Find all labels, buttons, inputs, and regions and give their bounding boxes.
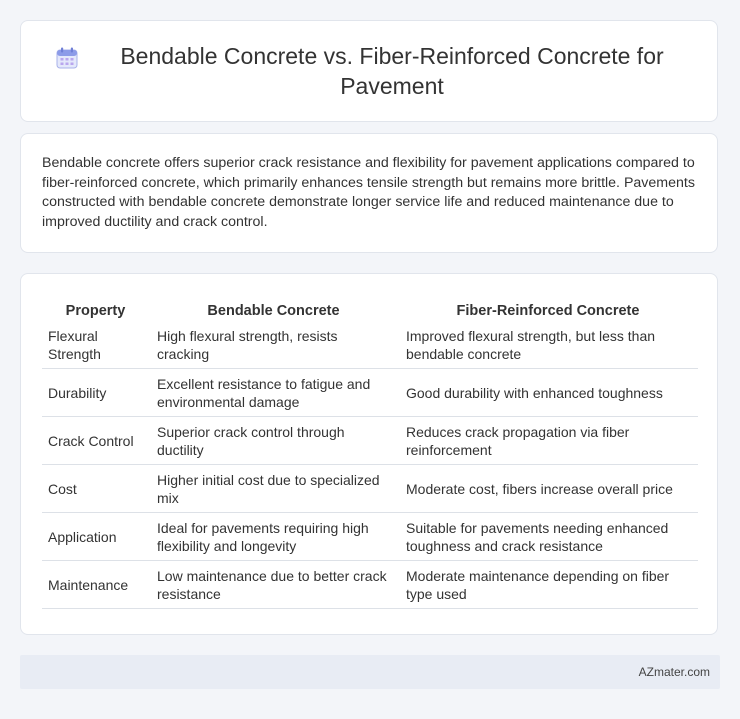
table-row <box>42 561 698 609</box>
table-row <box>42 417 698 465</box>
calendar-icon <box>56 47 78 69</box>
comparison-table <box>42 294 698 609</box>
row-fiber: Good durability with enhanced toughness <box>398 369 698 417</box>
row-property: Application <box>42 513 149 561</box>
table-row <box>42 465 698 513</box>
table-row <box>42 321 698 369</box>
table-header-row <box>42 294 698 321</box>
row-property: Flexural Strength <box>42 321 149 369</box>
footer-brand[interactable]: AZmater.com <box>638 665 710 679</box>
footer-bar <box>20 655 720 689</box>
row-fiber: Moderate cost, fibers increase overall price <box>398 465 698 513</box>
title-wrap <box>49 41 689 101</box>
row-fiber: Reduces crack propagation via fiber reinforcement <box>398 417 698 465</box>
row-property: Crack Control <box>42 417 149 465</box>
title-card <box>20 20 718 122</box>
table-row <box>42 369 698 417</box>
row-bendable: High flexural strength, resists cracking <box>149 321 398 369</box>
table-row <box>42 513 698 561</box>
row-fiber: Moderate maintenance depending on fiber type used <box>398 561 698 609</box>
header-property: Property <box>65 303 126 319</box>
header-fiber: Fiber-Reinforced Concrete <box>456 303 640 319</box>
row-property: Maintenance <box>42 561 149 609</box>
row-property: Durability <box>42 369 149 417</box>
page-title: Bendable Concrete vs. Fiber-Reinforced Concrete for Pavement <box>120 43 664 99</box>
row-fiber: Suitable for pavements needing enhanced toughness and crack resistance <box>398 513 698 561</box>
header-bendable: Bendable Concrete <box>207 303 340 319</box>
row-bendable: Superior crack control through ductility <box>149 417 398 465</box>
row-property: Cost <box>42 465 149 513</box>
row-bendable: Low maintenance due to better crack resistance <box>149 561 398 609</box>
intro-card <box>20 133 718 253</box>
row-fiber: Improved flexural strength, but less than bendable concrete <box>398 321 698 369</box>
intro-paragraph: Bendable concrete offers superior crack resistance and flexibility for pavement applications compared to fiber-reinforced concrete, which primarily enhances tensile strength but remains more brittle. Pavements constructed with bendable concrete demonstrate longer service life and reduced maintenance due to improved ductility and crack control. <box>42 155 695 230</box>
comparison-card <box>20 273 718 635</box>
row-bendable: Higher initial cost due to specialized mix <box>149 465 398 513</box>
row-bendable: Ideal for pavements requiring high flexibility and longevity <box>149 513 398 561</box>
row-bendable: Excellent resistance to fatigue and environmental damage <box>149 369 398 417</box>
